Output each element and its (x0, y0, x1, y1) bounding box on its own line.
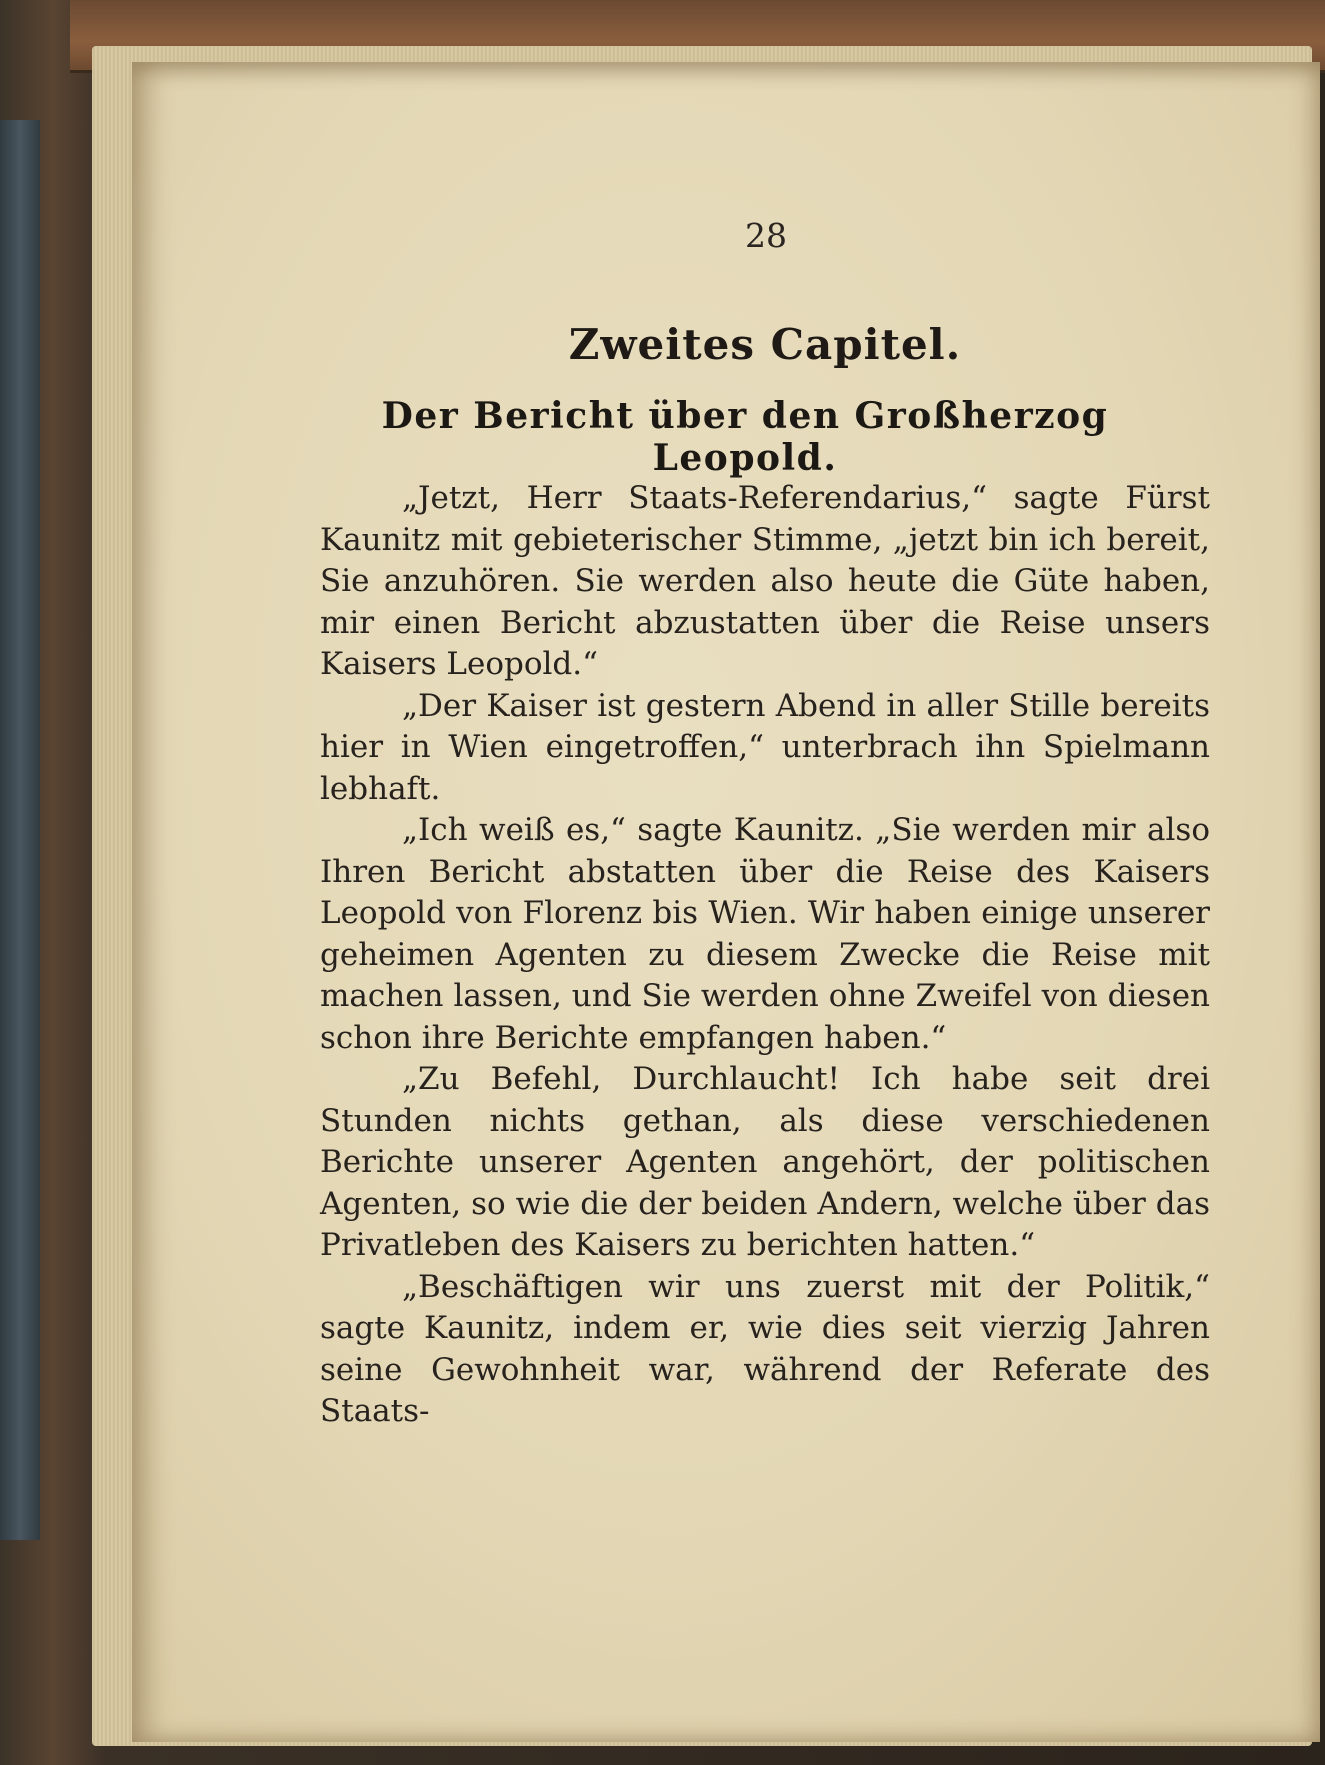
chapter-title: Zweites Capitel. (568, 320, 962, 369)
paragraph: „Der Kaiser ist gestern Abend in aller Stille bereits hier in Wien eingetroffen,“ unterbrach ihn Spielmann lebhaft. (320, 687, 1210, 807)
chapter-subtitle: Der Bericht über den Großherzog Leopold. (381, 395, 1109, 479)
page-number: 28 (745, 216, 787, 255)
paragraph: „Beschäftigen wir uns zuerst mit der Politik,“ sagte Kaunitz, indem er, wie dies seit vierzig Jahren seine Gewohnheit war, während der Referate des Staats- (320, 1268, 1210, 1429)
paragraph: „Jetzt, Herr Staats-Referendarius,“ sagte Fürst Kaunitz mit gebieterischer Stimme, „jetzt bin ich bereit, Sie anzuhören. Sie werden also heute die Güte haben, mir einen Bericht abzustatten über die Reise unsers Kaisers Leopold.“ (320, 480, 1210, 682)
paragraph: „Zu Befehl, Durchlaucht! Ich habe seit drei Stunden nichts gethan, als diese verschiedenen Berichte unserer Agenten angehört, der politischen Agenten, so wie die der beiden Andern, welche über das Privatleben des Kaisers zu berichten hatten.“ (320, 1061, 1210, 1263)
body-text (320, 478, 1210, 1433)
paragraph: „Ich weiß es,“ sagte Kaunitz. „Sie werden mir also Ihren Bericht abstatten über die Reise des Kaisers Leopold von Florenz bis Wien. Wir haben einige unserer geheimen Agenten zu diesem Zwecke die Reise mit machen lassen, und Sie werden ohne Zweifel von diesen schon ihre Berichte empfangen haben.“ (320, 812, 1210, 1056)
